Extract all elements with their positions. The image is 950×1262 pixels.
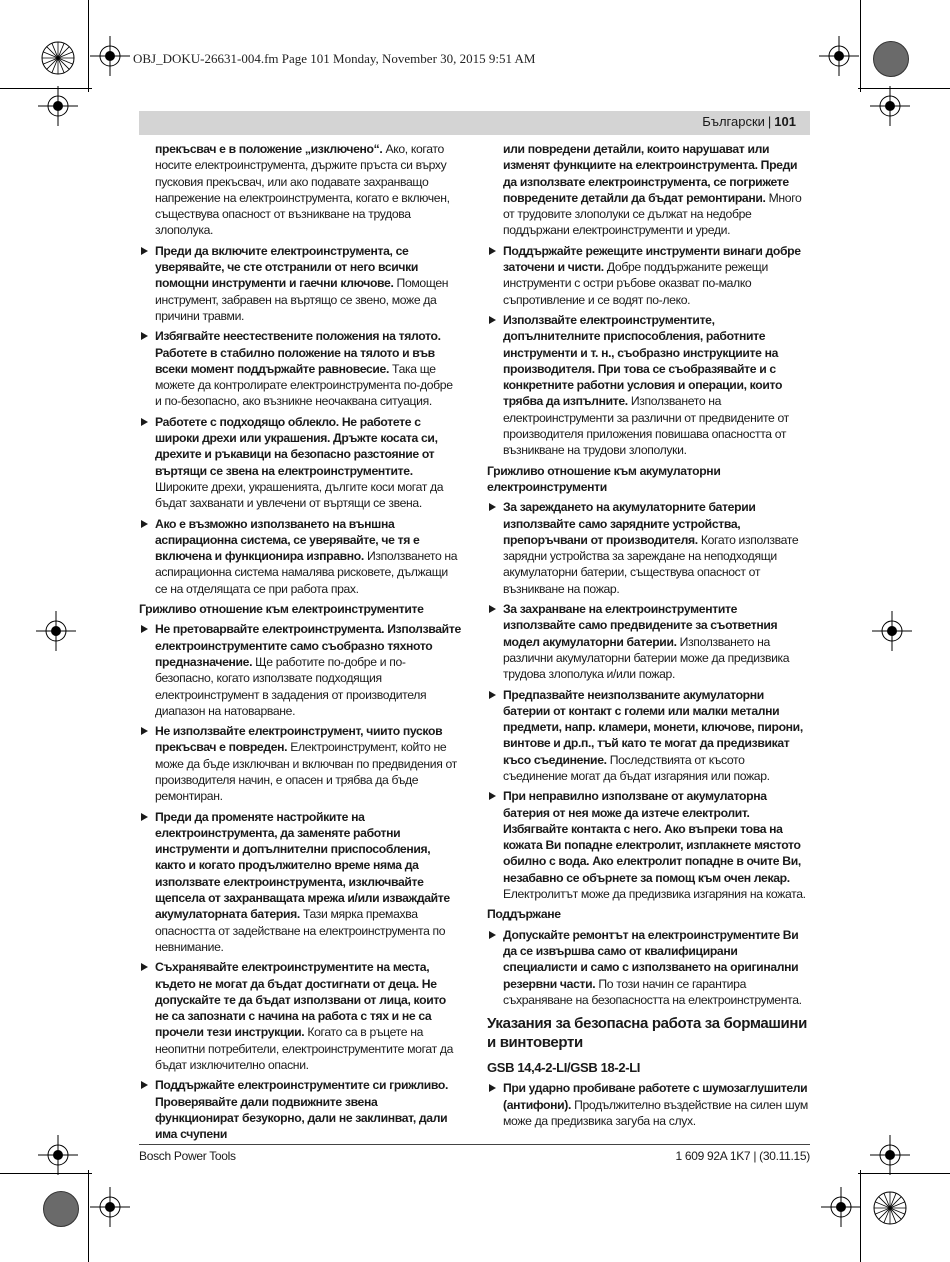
- registration-mark-icon: [872, 611, 912, 651]
- bullet-triangle-icon: [141, 1081, 148, 1089]
- bullet-triangle-icon: [489, 316, 496, 324]
- registration-mark-icon: [38, 86, 78, 126]
- right-column: [487, 141, 810, 1133]
- model-title: GSB 14,4-2-LI/GSB 18-2-LI: [487, 1060, 641, 1076]
- star-target-icon: [872, 1190, 908, 1226]
- bullet-triangle-icon: [489, 1084, 496, 1092]
- list-item: Съхранявайте електроинструментите на места, където не могат да бъдат достигнати от деца. Не допускайте те да бъдат използвани от лица, които не са запознати с начина на работа с тях и не са прочели тези инструкции. Когато са в ръцете на неопитни потребители, електроинструментите могат да бъдат изключително опасни.: [139, 959, 462, 1073]
- list-item: Избягвайте неестествените положения на тялото. Работете в стабилно положение на тялото и във всеки момент поддържайте равновесие. Така ще можете да контролирате електроинструмента по-добре и по-безопасно, ако възникне неочаквана ситуация.: [139, 328, 462, 409]
- bullet-triangle-icon: [141, 247, 148, 255]
- footer-divider: [139, 1144, 810, 1145]
- bullet-triangle-icon: [141, 625, 148, 633]
- section-title: Указания за безопасна работа за бормашини и винтоверти: [487, 1015, 808, 1052]
- list-item: Преди да променяте настройките на електроинструмента, да заменяте работни инструменти и допълнителни приспособления, както и когато продължително време няма да използвате електроинструмента, изключвайте щепсела от захранващата мрежа и/или изваждайте акумулаторната батерия. Тази мярка премахва опасността от задействане на електроинструмента по невнимание.: [139, 809, 462, 956]
- list-item: За захранване на електроинструментите използвайте само предвидените за съответния модел акумулаторни батерии. Използването на различни акумулаторни батерии може да предизвика трудова злополука и/или пожар.: [487, 601, 810, 682]
- header-language: Български: [702, 114, 765, 129]
- bullet-triangle-icon: [141, 332, 148, 340]
- registration-mark-icon: [819, 36, 859, 76]
- list-item: Поддържайте електроинструментите си грижливо. Проверявайте дали подвижните звена функционират безукорно, дали не заклинват, дали има счупени: [139, 1077, 462, 1142]
- list-item: Не използвайте електроинструмент, чиито пусков прекъсвач е повреден. Електроинструмент, който не може да бъде изключван и включван по предвидения от производителя начин, е опасен и трябва да бъде ремонтиран.: [139, 723, 462, 804]
- section-subheading: Поддържане: [487, 907, 561, 922]
- list-item: прекъсвач е в положение „изключено“. Ако, когато носите електроинструмента, държите пръста си върху пусковия прекъсвач, или ако подавате захранващо напрежение на електроинструмента, когато е включен, съществува опасност от възникване на трудова злополука.: [155, 142, 450, 238]
- bullet-triangle-icon: [489, 691, 496, 699]
- file-header: OBJ_DOKU-26631-004.fm Page 101 Monday, November 30, 2015 9:51 AM: [133, 51, 536, 66]
- registration-mark-icon: [870, 1135, 910, 1175]
- color-disc-icon: [873, 41, 909, 77]
- crop-mark: [88, 1170, 89, 1262]
- list-item: При ударно пробиване работете с шумозаглушители (антифони). Продължително въздействие на силен шум може да предизвика загуба на слух.: [487, 1080, 810, 1129]
- footer-doc-number: 1 609 92A 1K7 | (30.11.15): [675, 1149, 810, 1163]
- registration-mark-icon: [90, 36, 130, 76]
- crop-mark: [88, 0, 89, 92]
- registration-mark-icon: [36, 611, 76, 651]
- section-subheading: Грижливо отношение към електроинструментите: [139, 602, 424, 617]
- registration-mark-icon: [821, 1187, 861, 1227]
- list-item: Не претоварвайте електроинструмента. Използвайте електроинструментите само съобразно тяхното предназначение. Ще работите по-добре и по-безопасно, когато използвате подходящия електроинструмент в зададения от производителя диапазон на натоварване.: [139, 621, 462, 719]
- list-item: За зареждането на акумулаторните батерии използвайте само зарядните устройства, препоръчвани от производителя. Когато използвате зарядни устройства за зареждане на неподходящи акумулаторни батерии, съществува опасност от възникване на пожар.: [487, 499, 810, 597]
- list-item: Ако е възможно използването на външна аспирационна система, се уверявайте, че тя е включена и функционира изправно. Използването на аспирационна система намалява рисковете, дължащи се на отделящата се при работа прах.: [139, 516, 462, 597]
- section-subheading: Грижливо отношение към акумулаторни електроинструменти: [487, 463, 721, 494]
- bullet-triangle-icon: [141, 813, 148, 821]
- list-item: или повредени детайли, които нарушават или изменят функциите на електроинструмента. Преди да използвате електроинструмента, се погрижете повредените детайли да бъдат ремонтирани. Много от трудовите злополуки се дължат на недобре поддържани електроинструменти и уреди.: [503, 142, 802, 238]
- bullet-triangle-icon: [141, 963, 148, 971]
- registration-mark-icon: [38, 1135, 78, 1175]
- bullet-triangle-icon: [489, 247, 496, 255]
- color-disc-icon: [43, 1191, 79, 1227]
- registration-mark-icon: [90, 1187, 130, 1227]
- bullet-triangle-icon: [141, 418, 148, 426]
- bullet-triangle-icon: [141, 727, 148, 735]
- bullet-triangle-icon: [141, 520, 148, 528]
- list-item: Допускайте ремонтът на електроинструментите Ви да се извършва само от квалифицирани специалисти и само с използването на оригинални резервни части. По този начин се гарантира съхраняване на безопасността на електроинструмента.: [487, 927, 810, 1008]
- list-item: Поддържайте режещите инструменти винаги добре заточени и чисти. Добре поддържаните режещи инструменти с остри ръбове оказват по-малко съпротивление и се водят по-леко.: [487, 243, 810, 308]
- list-item: Преди да включите електроинструмента, се уверявайте, че сте отстранили от него всички помощни инструменти и гаечни ключове. Помощен инструмент, забравен на въртящо се звено, може да причини травми.: [139, 243, 462, 324]
- crop-mark: [860, 0, 861, 92]
- page-number: 101: [774, 114, 796, 129]
- registration-mark-icon: [870, 86, 910, 126]
- list-item: При неправилно използване от акумулаторна батерия от нея може да изтече електролит. Избягвайте контакта с него. Ако въпреки това на кожата Ви попадне електролит, изплакнете мястото обилно с вода. Ако електролит попадне в очите Ви, незабавно се обърнете за помощ към очен лекар. Електролитът може да предизвика изгаряния на кожата.: [487, 788, 810, 902]
- bullet-triangle-icon: [489, 503, 496, 511]
- footer-brand: Bosch Power Tools: [139, 1149, 236, 1163]
- bullet-triangle-icon: [489, 792, 496, 800]
- left-column: [139, 141, 462, 1147]
- bullet-triangle-icon: [489, 931, 496, 939]
- list-item: Използвайте електроинструментите, допълнителните приспособления, работните инструменти и т. н., съобразно инструкциите на производителя. При това се съобразявайте и с конкретните работни условия и операции, които трябва да изпълните. Използването на електроинструменти за различни от предвидените от производителя приложения повишава опасността от възникване на трудови злополуки.: [487, 312, 810, 459]
- header-separator: |: [767, 114, 772, 129]
- bullet-triangle-icon: [489, 605, 496, 613]
- list-item: Предпазвайте неизползваните акумулаторни батерии от контакт с големи или малки метални предмети, напр. кламери, монети, ключове, пирони, винтове и др.п., тъй като те могат да предизвикат късо съединение. Последствията от късото съединение могат да бъдат изгаряния или пожар.: [487, 687, 810, 785]
- list-item: Работете с подходящо облекло. Не работете с широки дрехи или украшения. Дръжте косата си, дрехите и ръкавици на безопасно разстояние от въртящи се звена на електроинструментите. Широките дрехи, украшенията, дългите коси могат да бъдат захванати и увлечени от въртящи се звена.: [139, 414, 462, 512]
- star-target-icon: [40, 40, 76, 76]
- page-header: [139, 111, 810, 135]
